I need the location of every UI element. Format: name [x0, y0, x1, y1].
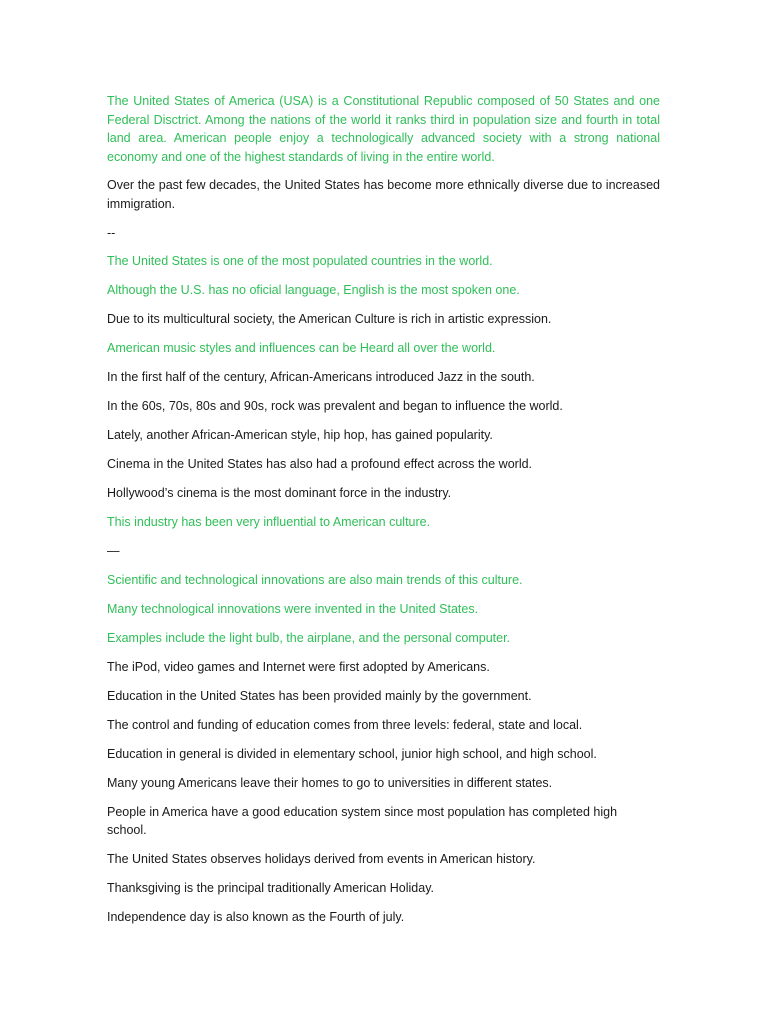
paragraph-line: Lately, another African-American style, hip hop, has gained popularity. [107, 428, 493, 443]
paragraph-line: Many young Americans leave their homes to go to universities in different states. [107, 775, 553, 790]
separator-dashes: -- [107, 225, 116, 240]
intro-paragraph: The United States of America (USA) is a Constitutional Republic composed of 50 States and one Federal Disctrict. Among the nations of the world it ranks third in population size and fourth in total land area. American people enjoy a technologically advanced society with a strong national economy and one of the highest standards of living in the entire world. [107, 94, 660, 164]
paragraph-line: Although the U.S. has no oficial language, English is the most spoken one. [107, 283, 520, 298]
paragraph-line: The United States observes holidays derived from events in American history. [107, 852, 536, 867]
paragraph-line: In the first half of the century, African-Americans introduced Jazz in the south. [107, 370, 535, 385]
paragraph-line: Education in the United States has been provided mainly by the government. [107, 688, 532, 703]
separator-dash: — [107, 544, 120, 558]
document-page [107, 92, 660, 927]
paragraph-line: The iPod, video games and Internet were first adopted by Americans. [107, 659, 490, 674]
paragraph-line: The control and funding of education comes from three levels: federal, state and local. [107, 717, 583, 732]
paragraph-line: Cinema in the United States has also had a profound effect across the world. [107, 457, 533, 472]
paragraph-line: The United States is one of the most populated countries in the world. [107, 254, 493, 269]
paragraph-education-system: People in America have a good education system since most population has completed high school. [107, 804, 618, 838]
paragraph-line: In the 60s, 70s, 80s and 90s, rock was prevalent and began to influence the world. [107, 399, 563, 414]
paragraph-line: American music styles and influences can be Heard all over the world. [107, 341, 496, 356]
paragraph-line: This industry has been very influential to American culture. [107, 515, 431, 530]
paragraph-line: Education in general is divided in elementary school, junior high school, and high school. [107, 746, 597, 761]
paragraph-line: Thanksgiving is the principal traditionally American Holiday. [107, 881, 435, 896]
paragraph-line: Examples include the light bulb, the airplane, and the personal computer. [107, 630, 511, 645]
paragraph-line: Independence day is also known as the Fourth of july. [107, 910, 405, 925]
paragraph-line: Hollywood’s cinema is the most dominant force in the industry. [107, 486, 452, 501]
paragraph-line: Due to its multicultural society, the American Culture is rich in artistic expression. [107, 312, 552, 327]
paragraph-line: Many technological innovations were invented in the United States. [107, 601, 479, 616]
paragraph-immigration: Over the past few decades, the United States has become more ethnically diverse due to increased immigration. [107, 178, 660, 211]
paragraph-line: Scientific and technological innovations are also main trends of this culture. [107, 572, 523, 587]
